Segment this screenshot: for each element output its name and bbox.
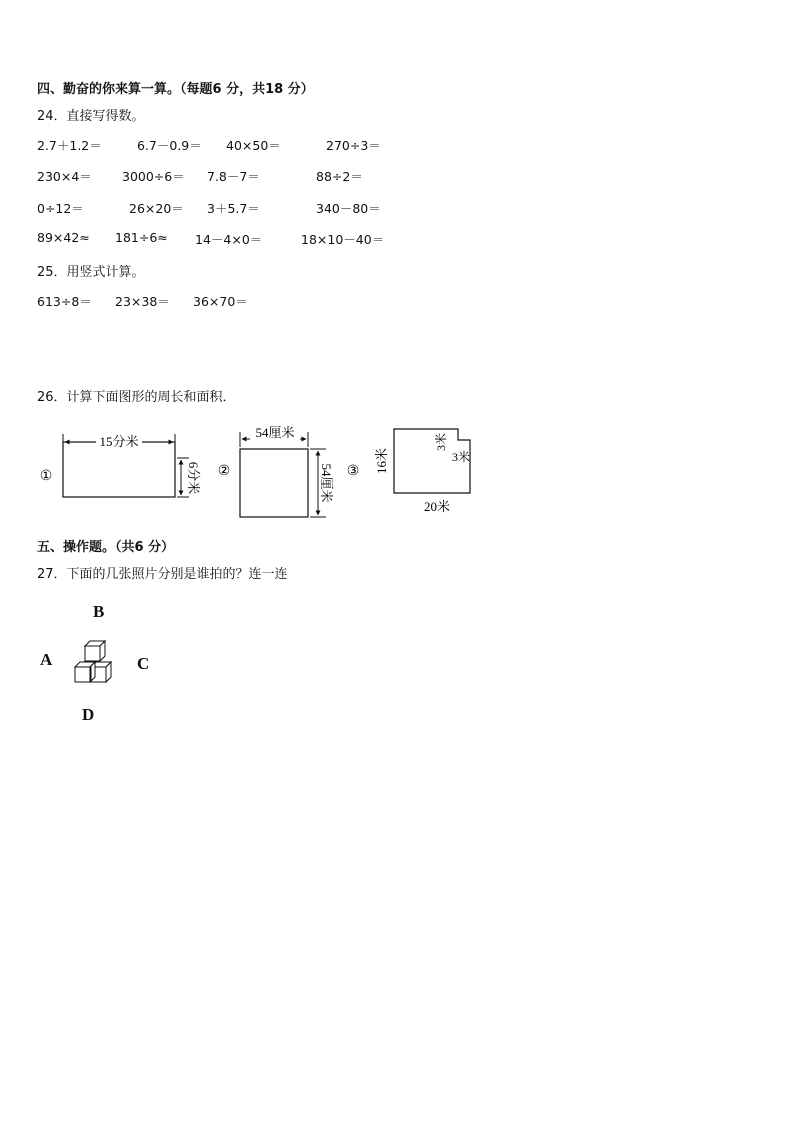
q24-r4-c1: 89×42≈ (37, 230, 90, 245)
cube-top-front (85, 646, 100, 661)
q27-prompt: 27．下面的几张照片分别是谁拍的？连一连 (37, 567, 288, 582)
fig3-notch-label-b: 3米 (451, 450, 471, 464)
fig3-number: ③ (346, 464, 360, 480)
q24-r2-c4: 88÷2＝ (316, 169, 363, 184)
fig2-side-label: 54厘米 (319, 463, 334, 503)
q24-r4-c4: 18×10－40＝ (301, 232, 385, 247)
q25-item-1: 613÷8＝ (37, 294, 92, 309)
q24-prompt: 24．直接写得数。 (37, 109, 145, 124)
fig3-notch-label-a: 3米 (434, 432, 448, 452)
q25-prompt: 25．用竖式计算。 (37, 265, 145, 280)
fig3-left-label: 16米 (374, 447, 389, 475)
cube-stack-figure (70, 638, 122, 692)
cube-middle-seam (90, 667, 91, 682)
q26-figures (36, 420, 496, 530)
q25-item-3: 36×70＝ (193, 294, 248, 309)
fig3-bottom-label: 20米 (423, 499, 451, 514)
q24-r4-c2: 181÷6≈ (115, 230, 168, 245)
fig1-rectangle (63, 442, 175, 497)
q24-r1-c1: 2.7＋1.2＝ (37, 138, 102, 153)
q24-r1-c4: 270÷3＝ (326, 138, 381, 153)
q24-r1-c2: 6.7－0.9＝ (137, 138, 202, 153)
label-c: C (137, 654, 150, 673)
q25-item-2: 23×38＝ (115, 294, 170, 309)
label-a: A (40, 650, 53, 669)
q24-r2-c2: 3000÷6＝ (122, 169, 185, 184)
q24-r2-c1: 230×4＝ (37, 169, 92, 184)
q24-r2-c3: 7.8－7＝ (207, 169, 260, 184)
fig2-square (240, 449, 308, 517)
q24-r3-c4: 340－80＝ (316, 201, 381, 216)
section-5-title: 五、操作题。（共6 分） (37, 540, 175, 555)
section-4-title: 四、勤奋的你来算一算。（每题6 分，共18 分） (37, 82, 314, 97)
q24-r4-c3: 14－4×0＝ (195, 232, 263, 247)
fig2-number: ② (217, 464, 231, 480)
q24-r1-c3: 40×50＝ (226, 138, 281, 153)
fig2-top-label: 54厘米 (255, 425, 295, 440)
cube-left-front (75, 667, 90, 682)
fig1-number: ① (39, 469, 53, 485)
fig1-side-label: 6分米 (186, 461, 201, 495)
fig1-top-label: 15分米 (99, 434, 139, 449)
q24-r3-c3: 3＋5.7＝ (207, 201, 260, 216)
q24-r3-c2: 26×20＝ (129, 201, 184, 216)
q26-prompt: 26．计算下面图形的周长和面积． (37, 390, 236, 405)
q24-r3-c1: 0÷12＝ (37, 201, 84, 216)
label-d: D (82, 705, 95, 724)
label-b: B (93, 602, 105, 621)
